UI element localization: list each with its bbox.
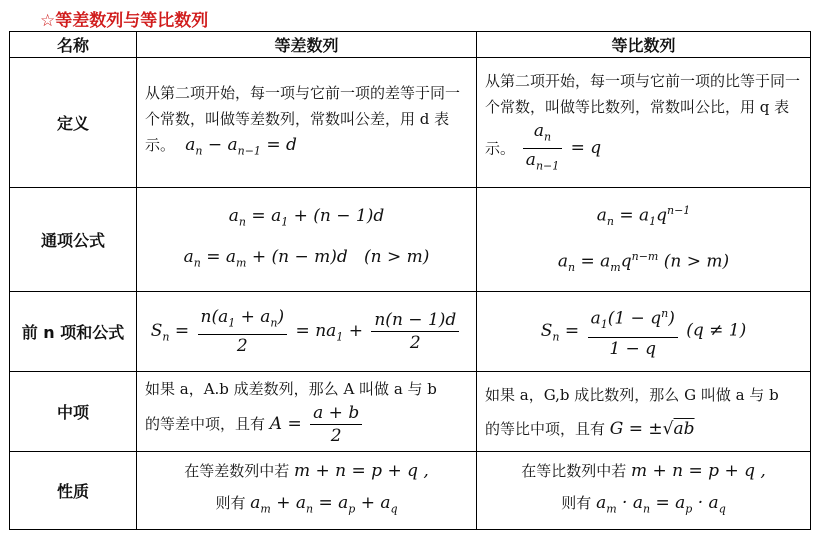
cell-arith-definition xyxy=(137,58,477,188)
geo-general-formula-2: $a_n = a_mq^{n-m}$ (n > m) xyxy=(557,249,730,274)
header-name: 名称 xyxy=(10,32,137,58)
table-row-middle-term xyxy=(10,372,811,452)
geo-definition-formula: $\frac{a_n}{a_{n-1}}$ = q xyxy=(520,138,601,158)
arith-middle-text-2: 的等差中项，且有 xyxy=(145,415,266,433)
arith-property-formula: $a_m + a_n = a_p + a_q$ xyxy=(250,493,398,516)
arith-definition-formula: $a_n - a_{n-1} = d$ xyxy=(179,135,297,158)
geo-definition-text: 从第二项开始，每一项与它前一项的比等于同一个常数，叫做等比数列，常数叫公比，用 q 表示。 xyxy=(485,71,801,157)
arith-general-formula-2: $a_n = a_m + (n - m)d$ (n > m) xyxy=(183,246,430,269)
table-row-definition xyxy=(10,58,811,188)
row-name-general-term: 通项公式 xyxy=(10,188,137,292)
cell-geo-sum xyxy=(477,292,811,372)
table-row-sum xyxy=(10,292,811,372)
arith-property-text-1: 在等差数列中若 xyxy=(184,462,290,481)
geo-middle-text-1: 如果 a，G,b 成比数列，那么 G 叫做 a 与 b xyxy=(485,385,779,404)
table-row-property xyxy=(10,452,811,530)
geo-property-line-2 xyxy=(477,490,810,522)
header-arithmetic: 等差数列 xyxy=(137,32,477,58)
arith-property-line-2 xyxy=(137,490,476,522)
cell-arith-property xyxy=(137,452,477,530)
cell-geo-definition xyxy=(477,58,811,188)
arith-sum-formula: $S_n$ = $\frac{n(a_1 + a_n)}{2}$ = $na_1$ + $\frac{n(n - 1)d}{2}$ xyxy=(151,321,463,341)
geo-middle-text-2: 的等比中项，且有 xyxy=(485,419,606,438)
geo-middle-formula: G = ±√ab xyxy=(609,418,695,439)
geo-property-condition: m + n = p + q , xyxy=(631,461,766,482)
comparison-table xyxy=(9,31,811,530)
cell-geo-middle-term xyxy=(477,372,811,452)
cell-geo-general-term xyxy=(477,188,811,292)
arith-middle-text-1: 如果 a，A.b 成差数列，那么 A 叫做 a 与 b xyxy=(145,380,437,398)
table-row-general-term xyxy=(10,188,811,292)
cell-arith-general-term xyxy=(137,188,477,292)
row-name-sum: 前 n 项和公式 xyxy=(10,292,137,372)
cell-arith-middle-term xyxy=(137,372,477,452)
geo-sum-condition: (q ≠ 1) xyxy=(686,321,747,341)
geo-property-formula: $a_m \cdot a_n = a_p \cdot a_q$ xyxy=(596,493,726,516)
geo-middle-line-2 xyxy=(485,416,802,442)
geo-general-formula-1: $a_n = a_1q^{n-1}$ xyxy=(596,204,691,229)
arith-general-formula-1: $a_n = a_1 + (n - 1)d$ xyxy=(228,206,385,229)
table-header-row xyxy=(10,32,811,58)
arith-middle-line-2 xyxy=(145,402,468,447)
geo-sum-formula: $S_n$ = $\frac{a_1(1 - q^n)}{1 - q}$ xyxy=(541,321,686,341)
cell-arith-sum xyxy=(137,292,477,372)
row-name-property: 性质 xyxy=(10,452,137,530)
arith-property-line-1 xyxy=(137,458,476,484)
page-title: ☆等差数列与等比数列 xyxy=(40,11,209,31)
geo-property-line-1 xyxy=(477,458,810,484)
header-geometric: 等比数列 xyxy=(477,32,811,58)
arith-middle-formula: A = $\frac{a + b}{2}$ xyxy=(270,414,365,434)
row-name-middle-term: 中项 xyxy=(10,372,137,452)
geo-property-text-1: 在等比数列中若 xyxy=(521,462,627,481)
geo-property-text-2: 则有 xyxy=(561,494,592,513)
row-name-definition: 定义 xyxy=(10,58,137,188)
arith-property-text-2: 则有 xyxy=(215,494,246,513)
cell-geo-property xyxy=(477,452,811,530)
arith-property-condition: m + n = p + q , xyxy=(294,461,429,482)
arith-definition-text: 从第二项开始，每一项与它前一项的差等于同一个常数，叫做等差数列，常数叫公差，用 d 表示。 xyxy=(145,84,461,155)
